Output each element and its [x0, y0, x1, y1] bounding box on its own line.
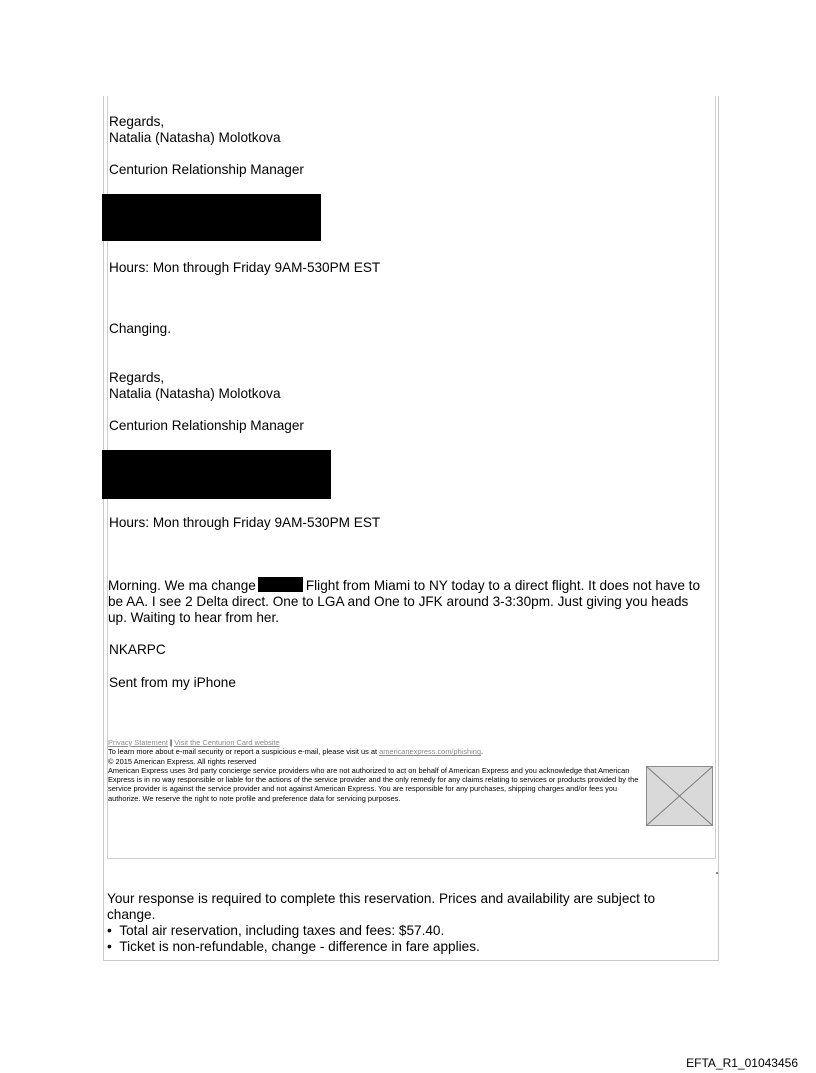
stray-dot	[716, 872, 718, 874]
redaction-block-2	[102, 450, 331, 499]
amex-footer	[108, 738, 644, 803]
footer-learn-more: To learn more about e-mail security or report a suspicious e-mail, please visit us at americanexpress.com/phishing.	[108, 747, 484, 757]
learn-more-text: To learn more about e-mail security or report a suspicious e-mail, please visit us at	[108, 747, 378, 757]
reservation-bullet-1: • Total air reservation, including taxes and fees: $57.40.	[107, 923, 445, 938]
reservation-bullet-2: • Ticket is non-refundable, change - difference in fare applies.	[107, 939, 480, 954]
broken-image-icon	[647, 767, 712, 825]
footer-copyright: © 2015 American Express. All rights reserved	[108, 756, 257, 766]
sig2-title: Centurion Relationship Manager	[109, 418, 304, 433]
sig2-name: Natalia (Natasha) Molotkova	[109, 386, 281, 401]
message-text-start: Morning. We ma change	[108, 578, 256, 593]
centurion-website-link[interactable]: Visit the Centurion Card website	[174, 738, 280, 747]
sig1-regards: Regards,	[109, 114, 165, 129]
sig1-title: Centurion Relationship Manager	[109, 162, 304, 177]
sig1-name: Natalia (Natasha) Molotkova	[109, 130, 281, 145]
sig1-hours: Hours: Mon through Friday 9AM-530PM EST	[109, 260, 381, 275]
message-sender: NKARPC	[109, 642, 166, 657]
quote-border-right	[715, 96, 716, 858]
redaction-block-1	[102, 194, 321, 241]
reply-text: Changing.	[109, 321, 171, 336]
broken-image-placeholder	[646, 766, 713, 826]
footer-disclaimer: American Express uses 3rd party concierge service providers who are not authorized to act on behalf of American Express and you acknowledge that American Express is in no way responsible or liable for the actions of the service provider and the only remedy for any claims relating to services or products provided by the service provider is against the service provider and not against American Express. You are responsible for any purchases, shipping charges and/or fees you authorize. We reserve the right to note profile and preference data for servicing purposes.	[108, 765, 639, 803]
sig2-hours: Hours: Mon through Friday 9AM-530PM EST	[109, 515, 381, 530]
reservation-notice-block	[107, 891, 707, 955]
inline-redaction	[258, 577, 303, 592]
phishing-link[interactable]: americanexpress.com/phishing	[379, 747, 481, 757]
document-id: EFTA_R1_01043456	[686, 1056, 798, 1070]
privacy-statement-link[interactable]: Privacy Statement	[108, 738, 168, 747]
reservation-notice: Your response is required to complete this reservation. Prices and availability are subject to change.	[107, 891, 656, 922]
footer-separator: |	[170, 738, 173, 747]
quote-border-bottom	[107, 858, 716, 859]
message-text-end: Flight from Miami to NY today to a direct flight. It does not have to be AA. I see 2 Delta direct. One to LGA and One to JFK around 3-3:30pm. Just giving you heads up. Waiting to hear from her.	[108, 578, 701, 625]
sig2-regards: Regards,	[109, 370, 165, 385]
original-message-body	[108, 577, 708, 626]
sent-from-iphone: Sent from my iPhone	[109, 675, 236, 690]
footer-links	[108, 738, 644, 747]
